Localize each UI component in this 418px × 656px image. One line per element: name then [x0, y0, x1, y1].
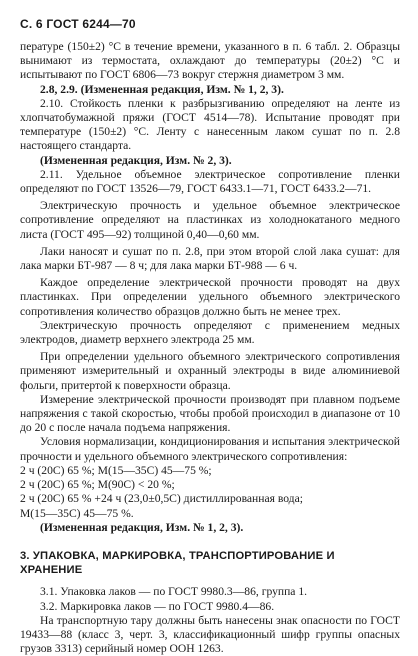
- paragraph-3-2: 3.2. Маркировка лаков — по ГОСТ 9980.4—86.: [40, 599, 275, 613]
- paragraph-3-1: 3.1. Упаковка лаков — по ГОСТ 9980.3—86, группа 1.: [40, 585, 308, 599]
- paragraph-foil-electrodes: При определении удельного объемного электрического сопротивления применяют измерительный и охранный электроды в виде алюминиевой фольги, притертой к поверхности образца.: [20, 350, 400, 392]
- amendment-note: (Измененная редакция, Изм. № 1, 2, 3).: [40, 520, 244, 534]
- condition-line: 2 ч (20С) 65 % +24 ч (23,0±0,5С) дистиллированная вода;: [20, 492, 303, 506]
- page-header: С. 6 ГОСТ 6244—70: [20, 17, 136, 31]
- paragraph-2-11: 2.11. Удельное объемное электрическое сопротивление пленки определяют по ГОСТ 13526—79, ГОСТ 6433.1—71, ГОСТ 6433.2—71.: [20, 167, 400, 196]
- condition-line: М(15—35С) 45—75 %.: [20, 506, 134, 520]
- paragraph-2-10: 2.10. Стойкость пленки к разбрызгиванию определяют на ленте из хлопчатобумажной пряжи (ГОСТ 4514—78). Испытание проводят при температуре (150±2) °С. Ленту с нанесенным лаком сушат по п. 2.8 настоящего стандарта.: [20, 96, 400, 153]
- paragraph-temperature-test: пературе (150±2) °С в течение времени, указанного в п. 6 табл. 2. Образцы вынимают из термостата, охлаждают до температуры (20±2) °С и испытывают по ГОСТ 6806—73 вокруг стержня диаметром 3 мм.: [20, 40, 400, 82]
- condition-line: 2 ч (20С) 65 %; М(90С) < 20 %;: [20, 478, 175, 492]
- section-3-heading: 3. УПАКОВКА, МАРКИРОВКА, ТРАНСПОРТИРОВАНИЕ И ХРАНЕНИЕ: [20, 549, 335, 577]
- condition-line: 2 ч (20С) 65 %; М(15—35С) 45—75 %;: [20, 463, 212, 477]
- paragraph-voltage-rise: Измерение электрической прочности производят при плавном подъеме напряжения с такой скоростью, чтобы пробой происходил в диапазоне от 10 до 20 с после начала подъема напряжения.: [20, 392, 400, 435]
- paragraph-plates: Электрическую прочность и удельное объемное электрическое сопротивление определяют на пластинках из холоднокатаного медного листа (ГОСТ 495—92) толщиной 0,40—0,60 мм.: [20, 199, 400, 241]
- amendment-note: (Измененная редакция, Изм. № 2, 3).: [40, 153, 232, 167]
- paragraph-conditions-intro: Условия нормализации, кондиционирования и испытания электрической прочности и удельного объемного электрического сопротивления:: [20, 435, 400, 463]
- page-body: [20, 40, 400, 656]
- paragraph-electrodes: Электрическую прочность определяют с применением медных электродов, диаметр верхнего электрода 25 мм.: [20, 318, 400, 347]
- paragraph-samples: Каждое определение электрической прочности проводят на двух пластинках. При определении удельного объемного электрического сопротивления количество образцов должно быть не менее трех.: [20, 276, 400, 318]
- paragraph-drying: Лаки наносят и сушат по п. 2.8, при этом второй слой лака сушат: для лака марки БТ-987 — 8 ч; для лака марки БТ-988 — 6 ч.: [20, 244, 400, 273]
- amendment-note: 2.8, 2.9. (Измененная редакция, Изм. № 1, 2, 3).: [40, 82, 284, 96]
- paragraph-hazard-marking: На транспортную тару должны быть нанесены знак опасности по ГОСТ 19433—88 (класс 3, черт. 3, классификационный шифр группы опасных грузов 3313) серийный номер ООН 1263.: [20, 613, 400, 656]
